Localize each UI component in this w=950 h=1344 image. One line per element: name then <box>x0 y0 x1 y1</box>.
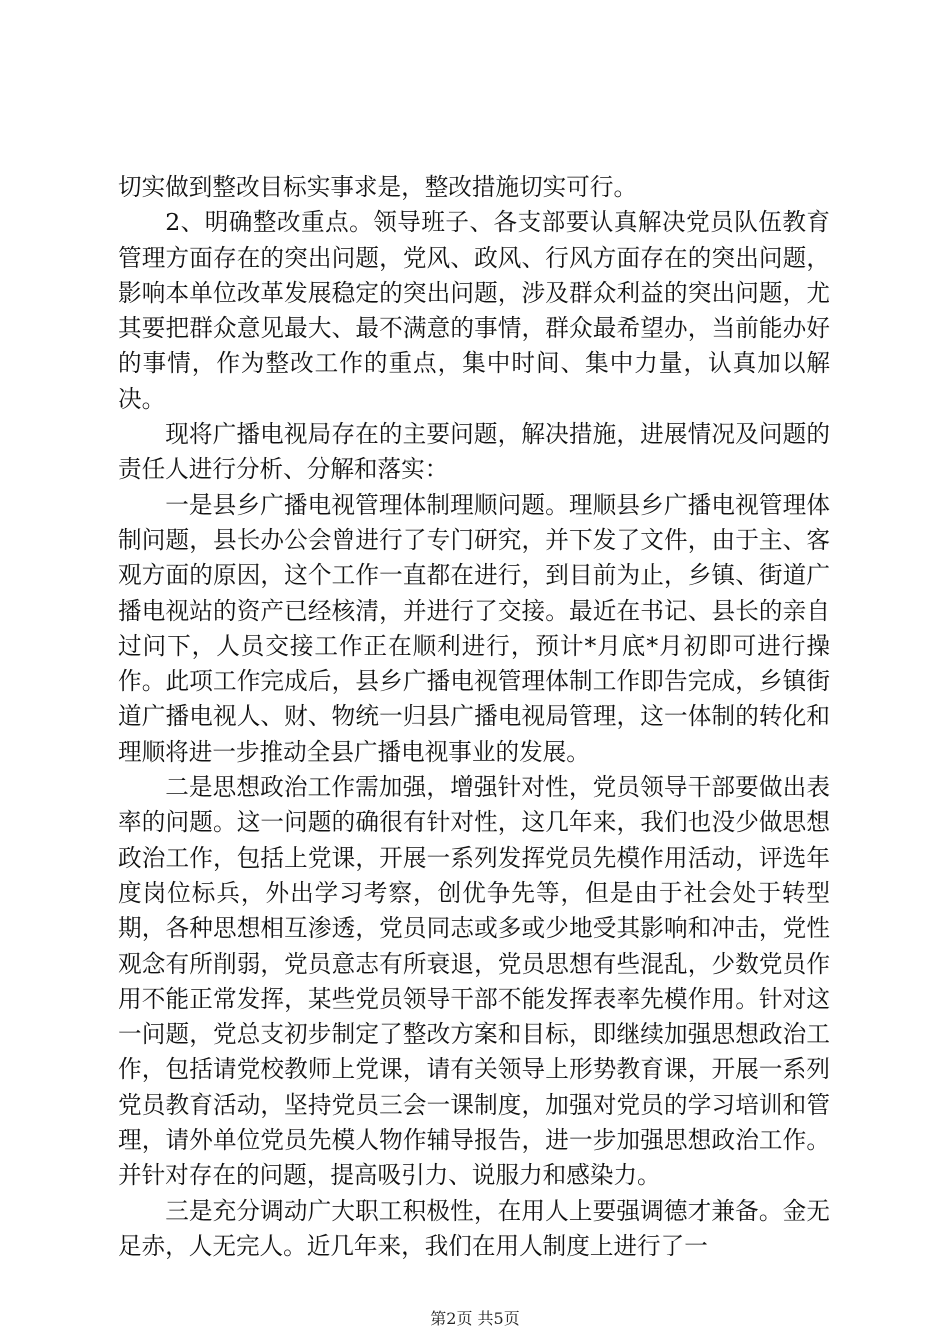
page-footer: 第2页 共5页 <box>430 1309 520 1328</box>
paragraph-1: 切实做到整改目标实事求是，整改措施切实可行。 <box>118 173 638 201</box>
paragraph-2: 2、明确整改重点。领导班子、各支部要认真解决党员队伍教育管理方面存在的突出问题，党风、政风、行风方面存在的突出问题，影响本单位改革发展稳定的突出问题，涉及群众利益的突出问题，尤其要把群众意见最大、最不满意的事情，群众最希望办，当前能办好的事情，作为整改工作的重点，集中时间、集中力量，认真加以解决。 <box>118 208 830 413</box>
paragraph-4: 一是县乡广播电视管理体制理顺问题。理顺县乡广播电视管理体制问题，县长办公会曾进行了专门研究，并下发了文件，由于主、客观方面的原因，这个工作一直都在进行，到目前为止，乡镇、街道广播电视站的资产已经核清，并进行了交接。最近在书记、县长的亲自过问下，人员交接工作正在顺利进行，预计*月底*月初即可进行操作。此项工作完成后，县乡广播电视管理体制工作即告完成，乡镇街道广播电视人、财、物统一归县广播电视局管理，这一体制的转化和理顺将进一步推动全县广播电视事业的发展。 <box>118 490 830 766</box>
paragraph-6: 三是充分调动广大职工积极性，在用人上要强调德才兼备。金无足赤，人无完人。近几年来，我们在用人制度上进行了一 <box>118 1196 830 1260</box>
document-body <box>118 170 830 1264</box>
paragraph-3: 现将广播电视局存在的主要问题，解决措施，进展情况及问题的责任人进行分析、分解和落实： <box>118 420 830 484</box>
paragraph-5: 二是思想政治工作需加强，增强针对性，党员领导干部要做出表率的问题。这一问题的确很有针对性，这几年来，我们也没少做思想政治工作，包括上党课，开展一系列发挥党员先模作用活动，评选年度岗位标兵，外出学习考察，创优争先等，但是由于社会处于转型期，各种思想相互渗透，党员同志或多或少地受其影响和冲击，党性观念有所削弱，党员意志有所衰退，党员思想有些混乱，少数党员作用不能正常发挥，某些党员领导干部不能发挥表率先模作用。针对这一问题，党总支初步制定了整改方案和目标，即继续加强思想政治工作，包括请党校教师上党课，请有关领导上形势教育课，开展一系列党员教育活动，坚持党员三会一课制度，加强对党员的学习培训和管理，请外单位党员先模人物作辅导报告，进一步加强思想政治工作。并针对存在的问题，提高吸引力、说服力和感染力。 <box>118 773 830 1190</box>
